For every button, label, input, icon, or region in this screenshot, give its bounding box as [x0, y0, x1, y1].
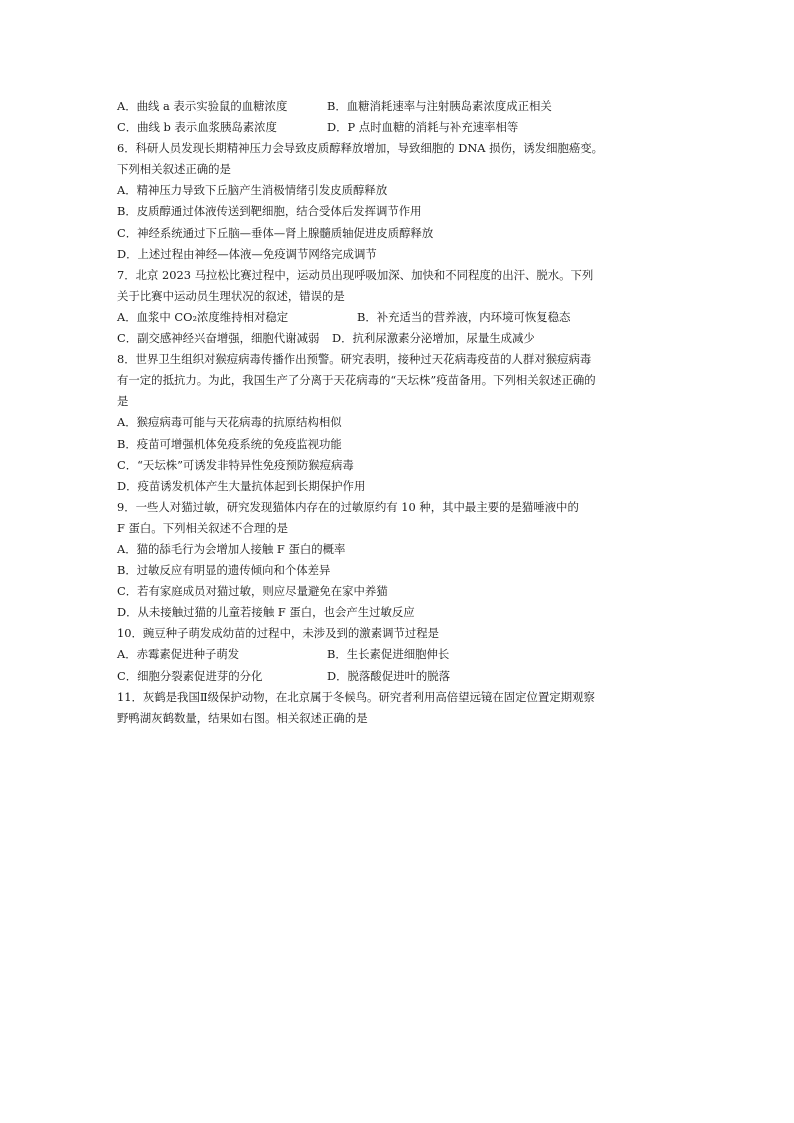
- q9-stem-line-2: F 蛋白。下列相关叙述不合理的是: [117, 520, 288, 535]
- q8-stem-line-2: 有一定的抵抗力。为此，我国生产了分离于天花病毒的“天坛株”疫苗备用。下列相关叙述正确的: [117, 373, 596, 388]
- q6-option-b: B．皮质醇通过体液传送到靶细胞，结合受体后发挥调节作用: [117, 204, 422, 219]
- q7-option-b: B．补充适当的营养液，内环境可恢复稳态: [357, 309, 571, 324]
- q8-option-d: D．疫苗诱发机体产生大量抗体起到长期保护作用: [117, 478, 366, 493]
- q10-option-a: A．赤霉素促进种子萌发: [117, 647, 240, 662]
- q10-stem: 10．豌豆种子萌发成幼苗的过程中，未涉及到的激素调节过程是: [117, 626, 440, 641]
- q5-options-row-1: [117, 96, 682, 117]
- q9-option-b: B．过敏反应有明显的遗传倾向和个体差异: [117, 563, 331, 578]
- q9-option-d: D．从未接触过猫的儿童若接触 F 蛋白，也会产生过敏反应: [117, 605, 415, 620]
- q11-stem-line-1: 11．灰鹤是我国Ⅱ级保护动物，在北京属于冬候鸟。研究者利用高倍望远镜在固定位置定期观察: [117, 689, 595, 704]
- q5-option-a: A．曲线 a 表示实验鼠的血糖浓度: [117, 99, 288, 113]
- q6-option-d: D．上述过程由神经—体液—免疫调节网络完成调节: [117, 246, 377, 261]
- q9-option-c: C．若有家庭成员对猫过敏，则应尽量避免在家中养猫: [117, 584, 388, 599]
- q8-stem-line-3: 是: [117, 394, 129, 409]
- q9-stem-line-1: 9．一些人对猫过敏，研究发现猫体内存在的过敏原约有 10 种，其中最主要的是猫唾液中的: [117, 499, 579, 514]
- q7-stem-line-2: 关于比赛中运动员生理状况的叙述，错误的是: [117, 288, 345, 303]
- q5-option-d: D．P 点时血糖的消耗与补充速率相等: [327, 120, 519, 135]
- q6-option-a: A．精神压力导致下丘脑产生消极情绪引发皮质醇释放: [117, 183, 388, 198]
- q7-options-row-1: [117, 307, 682, 328]
- q6-option-c: C．神经系统通过下丘脑—垂体—肾上腺髓质轴促进皮质醇释放: [117, 225, 434, 240]
- q5-option-c: C．曲线 b 表示血浆胰岛素浓度: [117, 120, 277, 135]
- exam-page: [117, 96, 682, 729]
- q8-option-b: B．疫苗可增强机体免疫系统的免疫监视功能: [117, 436, 342, 451]
- q6-stem-line-2: 下列相关叙述正确的是: [117, 162, 231, 177]
- q7-option-d: D．抗利尿激素分泌增加，尿量生成减少: [332, 331, 535, 346]
- q8-option-a: A．猴痘病毒可能与天花病毒的抗原结构相似: [117, 415, 342, 430]
- q6-stem-line-1: 6．科研人员发现长期精神压力会导致皮质醇释放增加，导致细胞的 DNA 损伤，诱发细胞癌变。: [117, 141, 604, 156]
- q8-stem-line-1: 8．世界卫生组织对猴痘病毒传播作出预警。研究表明，接种过天花病毒疫苗的人群对猴痘病毒: [117, 352, 592, 367]
- q7-options-row-2: [117, 328, 682, 349]
- q9-option-a: A．猫的舔毛行为会增加人接触 F 蛋白的概率: [117, 541, 346, 556]
- q10-options-row-1: [117, 644, 682, 665]
- q10-option-d: D．脱落酸促进叶的脱落: [327, 668, 451, 683]
- q10-option-c: C．细胞分裂素促进芽的分化: [117, 668, 263, 683]
- q7-stem-line-1: 7．北京 2023 马拉松比赛过程中，运动员出现呼吸加深、加快和不同程度的出汗、脱水。下列: [117, 267, 594, 282]
- q11-stem-line-2: 野鸭湖灰鹤数量，结果如右图。相关叙述正确的是: [117, 710, 368, 725]
- q10-options-row-2: [117, 666, 682, 687]
- q7-option-c: C．副交感神经兴奋增强，细胞代谢减弱: [117, 331, 320, 346]
- q5-options-row-2: [117, 117, 682, 138]
- q8-option-c: C．“天坛株”可诱发非特异性免疫预防猴痘病毒: [117, 457, 354, 472]
- q5-option-b: B．血糖消耗速率与注射胰岛素浓度成正相关: [327, 99, 552, 113]
- q7-option-a: A．血浆中 CO₂浓度维持相对稳定: [117, 309, 289, 324]
- q10-option-b: B．生长素促进细胞伸长: [327, 647, 450, 662]
